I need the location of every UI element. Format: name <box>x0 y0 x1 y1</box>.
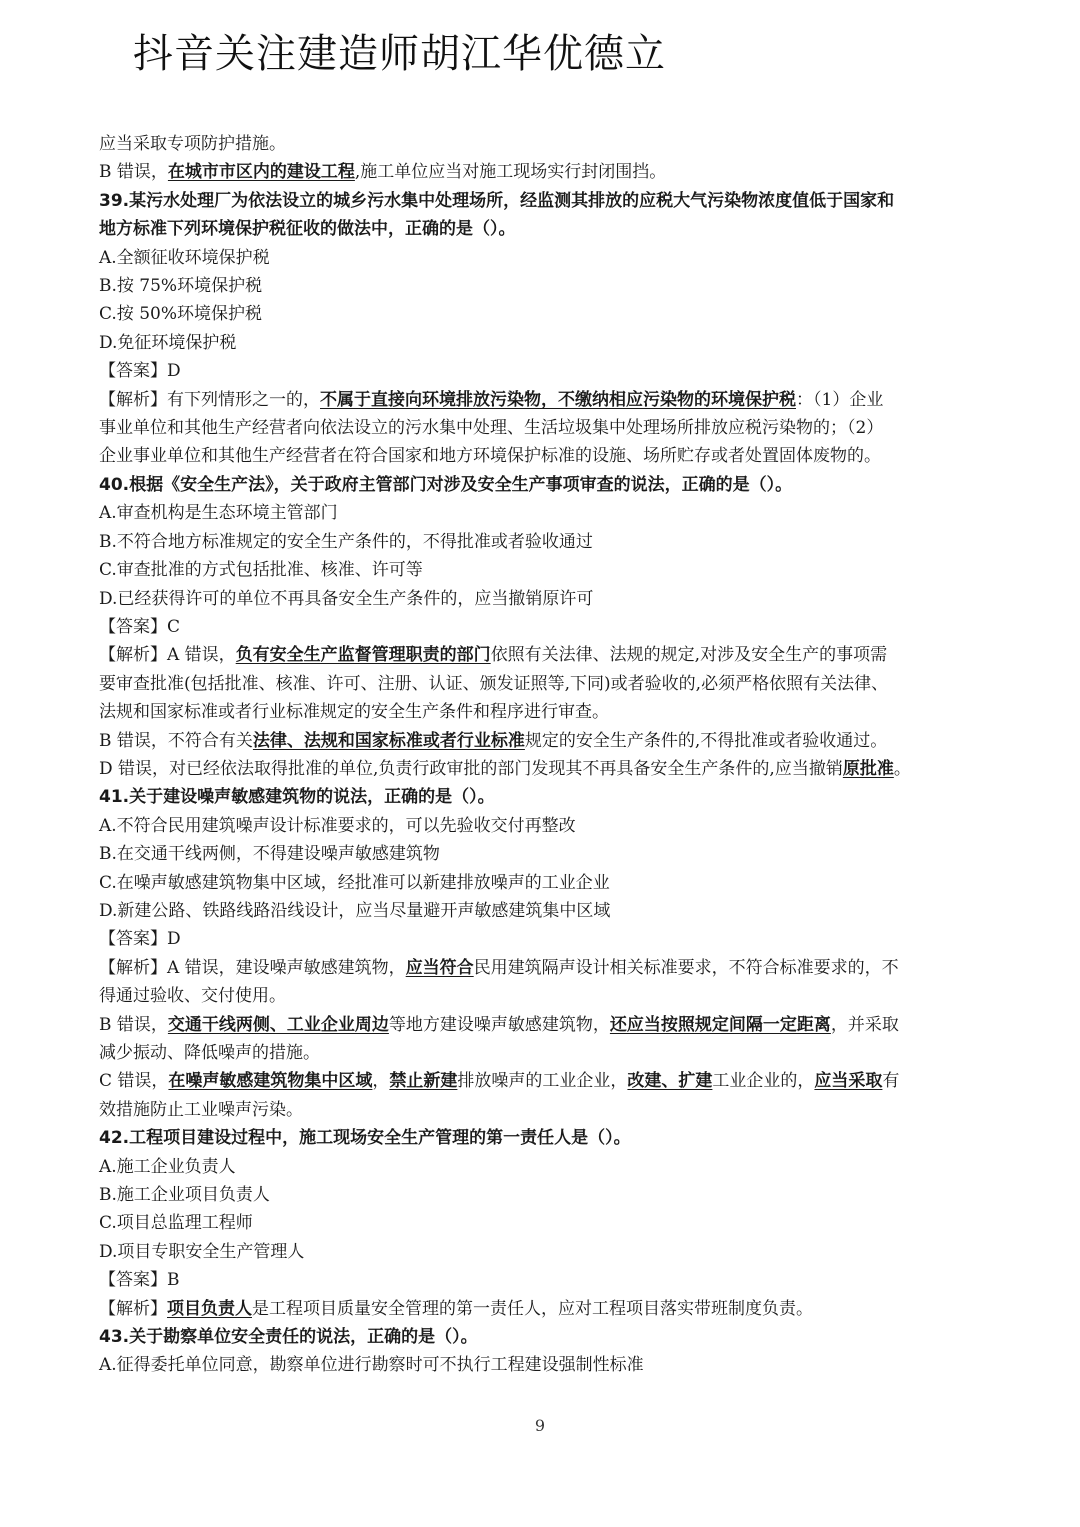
text-line <box>99 869 989 897</box>
text-line <box>99 1295 989 1323</box>
text-segment: 【答案】B <box>99 1270 180 1291</box>
text-segment: 得通过验收、交付使用。 <box>99 986 286 1007</box>
text-segment: D.免征环境保护税 <box>99 332 237 353</box>
text-line <box>99 698 989 726</box>
text-line <box>99 840 989 868</box>
text-segment: 民用建筑隔声设计相关标准要求，不符合标准要求的，不 <box>473 957 899 978</box>
text-segment: B.不符合地方标准规定的安全生产条件的，不得批准或者验收通过 <box>99 531 593 552</box>
text-segment: A.征得委托单位同意，勘察单位进行勘察时可不执行工程建设强制性标准 <box>99 1355 644 1376</box>
text-segment: B.按 75%环境保护税 <box>99 276 263 297</box>
text-line <box>99 1351 989 1379</box>
page-number: 9 <box>534 1416 546 1435</box>
text-line <box>99 528 989 556</box>
text-segment: 企业事业单位和其他生产经营者在符合国家和地方环境保护标准的设施、场所贮存或者处置固体废物的。 <box>99 446 881 467</box>
text-line <box>99 329 989 357</box>
text-line <box>99 1181 989 1209</box>
page-header-title: 抖音关注建造师胡江华优德立 <box>133 31 666 77</box>
text-segment: D.项目专职安全生产管理人 <box>99 1241 305 1262</box>
question-text: 39.某污水处理厂为依法设立的城乡污水集中处理场所，经监测其排放的应税大气污染物浓度值低于国家和 <box>99 190 895 211</box>
key-phrase: 改建、扩建 <box>627 1071 713 1092</box>
text-segment: 【解析】有下列情形之一的， <box>99 389 320 410</box>
text-line <box>99 1039 989 1067</box>
text-segment: 排放噪声的工业企业， <box>457 1071 628 1092</box>
text-line <box>99 272 989 300</box>
key-phrase: 在噪声敏感建筑物集中区域 <box>168 1071 373 1092</box>
text-segment: 【答案】D <box>99 361 181 382</box>
key-phrase: 还应当按照规定间隔一定距离 <box>609 1014 831 1035</box>
text-segment: 【答案】C <box>99 616 181 637</box>
text-segment: B.施工企业项目负责人 <box>99 1185 270 1206</box>
text-line <box>99 300 989 328</box>
text-segment: 【答案】D <box>99 929 181 950</box>
text-segment: 是工程项目质量安全管理的第一责任人，应对工程项目落实带班制度负责。 <box>252 1298 813 1319</box>
text-line <box>99 812 989 840</box>
text-segment: A.不符合民用建筑噪声设计标准要求的，可以先验收交付再整改 <box>99 815 576 836</box>
text-segment: ：（1）企业 <box>796 389 884 410</box>
text-line <box>99 357 989 385</box>
text-segment: 效措施防止工业噪声污染。 <box>99 1099 303 1120</box>
text-line <box>99 1209 989 1237</box>
text-segment: D.新建公路、铁路线路沿线设计，应当尽量避开声敏感建筑集中区域 <box>99 900 611 921</box>
text-line <box>99 1153 989 1181</box>
question-stem-line <box>99 215 989 243</box>
text-segment: 【解析】 <box>99 1298 167 1319</box>
text-line <box>99 1266 989 1294</box>
text-segment: 【解析】A 错误， <box>99 645 236 666</box>
key-phrase: 原批准 <box>842 758 894 779</box>
text-segment: 等地方建设噪声敏感建筑物， <box>388 1014 610 1035</box>
text-segment: C.在噪声敏感建筑物集中区域，经批准可以新建排放噪声的工业企业 <box>99 872 610 893</box>
text-segment: C 错误， <box>99 1071 169 1092</box>
text-segment: ，并采取 <box>830 1014 899 1035</box>
text-segment: 减少振动、降低噪声的措施。 <box>99 1043 320 1063</box>
text-line <box>99 442 989 470</box>
text-line <box>99 499 989 527</box>
key-phrase: 应当采取 <box>814 1071 883 1092</box>
text-line <box>99 244 989 272</box>
question-stem-line <box>99 1323 989 1351</box>
text-line <box>99 641 989 669</box>
key-phrase: 法律、法规和国家标准或者行业标准 <box>252 730 525 751</box>
text-line <box>99 414 989 442</box>
text-segment: ， <box>372 1071 390 1092</box>
text-segment: B.在交通干线两侧，不得建设噪声敏感建筑物 <box>99 844 440 865</box>
text-line <box>99 954 989 982</box>
question-text: 43.关于勘察单位安全责任的说法，正确的是（）。 <box>99 1327 478 1348</box>
text-line <box>99 158 989 186</box>
text-segment: 法规和国家标准或者行业标准规定的安全生产条件和程序进行审查。 <box>99 702 609 723</box>
key-phrase: 交通干线两侧、工业企业周边 <box>167 1014 389 1035</box>
question-stem-line <box>99 187 989 215</box>
text-segment: A.全额征收环境保护税 <box>99 247 270 268</box>
text-line <box>99 727 989 755</box>
text-segment: A.施工企业负责人 <box>99 1156 236 1177</box>
key-phrase: 不属于直接向环境排放污染物，不缴纳相应污染物的环境保护税 <box>320 389 796 410</box>
text-segment: C.审查批准的方式包括批准、核准、许可等 <box>99 560 423 581</box>
question-text: 地方标准下列环境保护税征收的做法中，正确的是（）。 <box>99 219 516 240</box>
text-line <box>99 1238 989 1266</box>
text-segment: 要审查批准(包括批准、核准、许可、注册、认证、颁发证照等,下同)或者验收的,必须严格依照有关法律、 <box>99 673 889 694</box>
question-text: 41.关于建设噪声敏感建筑物的说法，正确的是（）。 <box>99 787 495 808</box>
question-text: 40.根据《安全生产法》，关于政府主管部门对涉及安全生产事项审查的说法，正确的是（）。 <box>99 474 793 495</box>
text-segment: 依照有关法律、法规的规定,对涉及安全生产的事项需 <box>490 645 888 666</box>
text-segment: 应当采取专项防护措施。 <box>99 134 286 154</box>
question-stem-line <box>99 471 989 499</box>
key-phrase: 负有安全生产监督管理职责的部门 <box>235 645 491 666</box>
text-line <box>99 755 989 783</box>
text-segment: 规定的安全生产条件的,不得批准或者验收通过。 <box>524 730 888 751</box>
text-line <box>99 925 989 953</box>
text-line <box>99 1067 989 1095</box>
text-segment: 有 <box>882 1071 900 1092</box>
text-segment: 工业企业的， <box>712 1071 815 1092</box>
document-body <box>99 130 989 1380</box>
text-segment: A.审查机构是生态环境主管部门 <box>99 503 338 524</box>
question-stem-line <box>99 783 989 811</box>
question-stem-line <box>99 1124 989 1152</box>
text-line <box>99 556 989 584</box>
text-segment: 【解析】A 错误，建设噪声敏感建筑物， <box>99 957 406 978</box>
text-line <box>99 1011 989 1039</box>
key-phrase: 在城市市区内的建设工程 <box>167 162 355 183</box>
key-phrase: 应当符合 <box>405 957 474 978</box>
text-line <box>99 585 989 613</box>
text-segment: 。 <box>893 758 911 779</box>
text-line <box>99 897 989 925</box>
text-segment: C.按 50%环境保护税 <box>99 304 262 325</box>
text-line <box>99 613 989 641</box>
text-line <box>99 130 989 158</box>
text-segment: C.项目总监理工程师 <box>99 1213 253 1234</box>
text-line <box>99 670 989 698</box>
text-line <box>99 386 989 414</box>
text-segment: 事业单位和其他生产经营者向依法设立的污水集中处理、生活垃圾集中处理场所排放应税污染物的；（2） <box>99 418 884 439</box>
text-line <box>99 1096 989 1124</box>
key-phrase: 禁止新建 <box>389 1071 458 1092</box>
text-segment: D 错误，对已经依法取得批准的单位,负责行政审批的部门发现其不再具备安全生产条件的,应当撤销 <box>99 758 843 779</box>
text-segment: B 错误， <box>99 1014 168 1035</box>
text-segment: B 错误，不符合有关 <box>99 730 253 751</box>
text-segment: ,施工单位应当对施工现场实行封闭围挡。 <box>354 162 667 183</box>
text-segment: D.已经获得许可的单位不再具备安全生产条件的，应当撤销原许可 <box>99 588 594 609</box>
question-text: 42.工程项目建设过程中，施工现场安全生产管理的第一责任人是（）。 <box>99 1128 631 1149</box>
text-segment: B 错误， <box>99 162 168 183</box>
key-phrase: 项目负责人 <box>167 1298 252 1319</box>
text-line <box>99 982 989 1010</box>
